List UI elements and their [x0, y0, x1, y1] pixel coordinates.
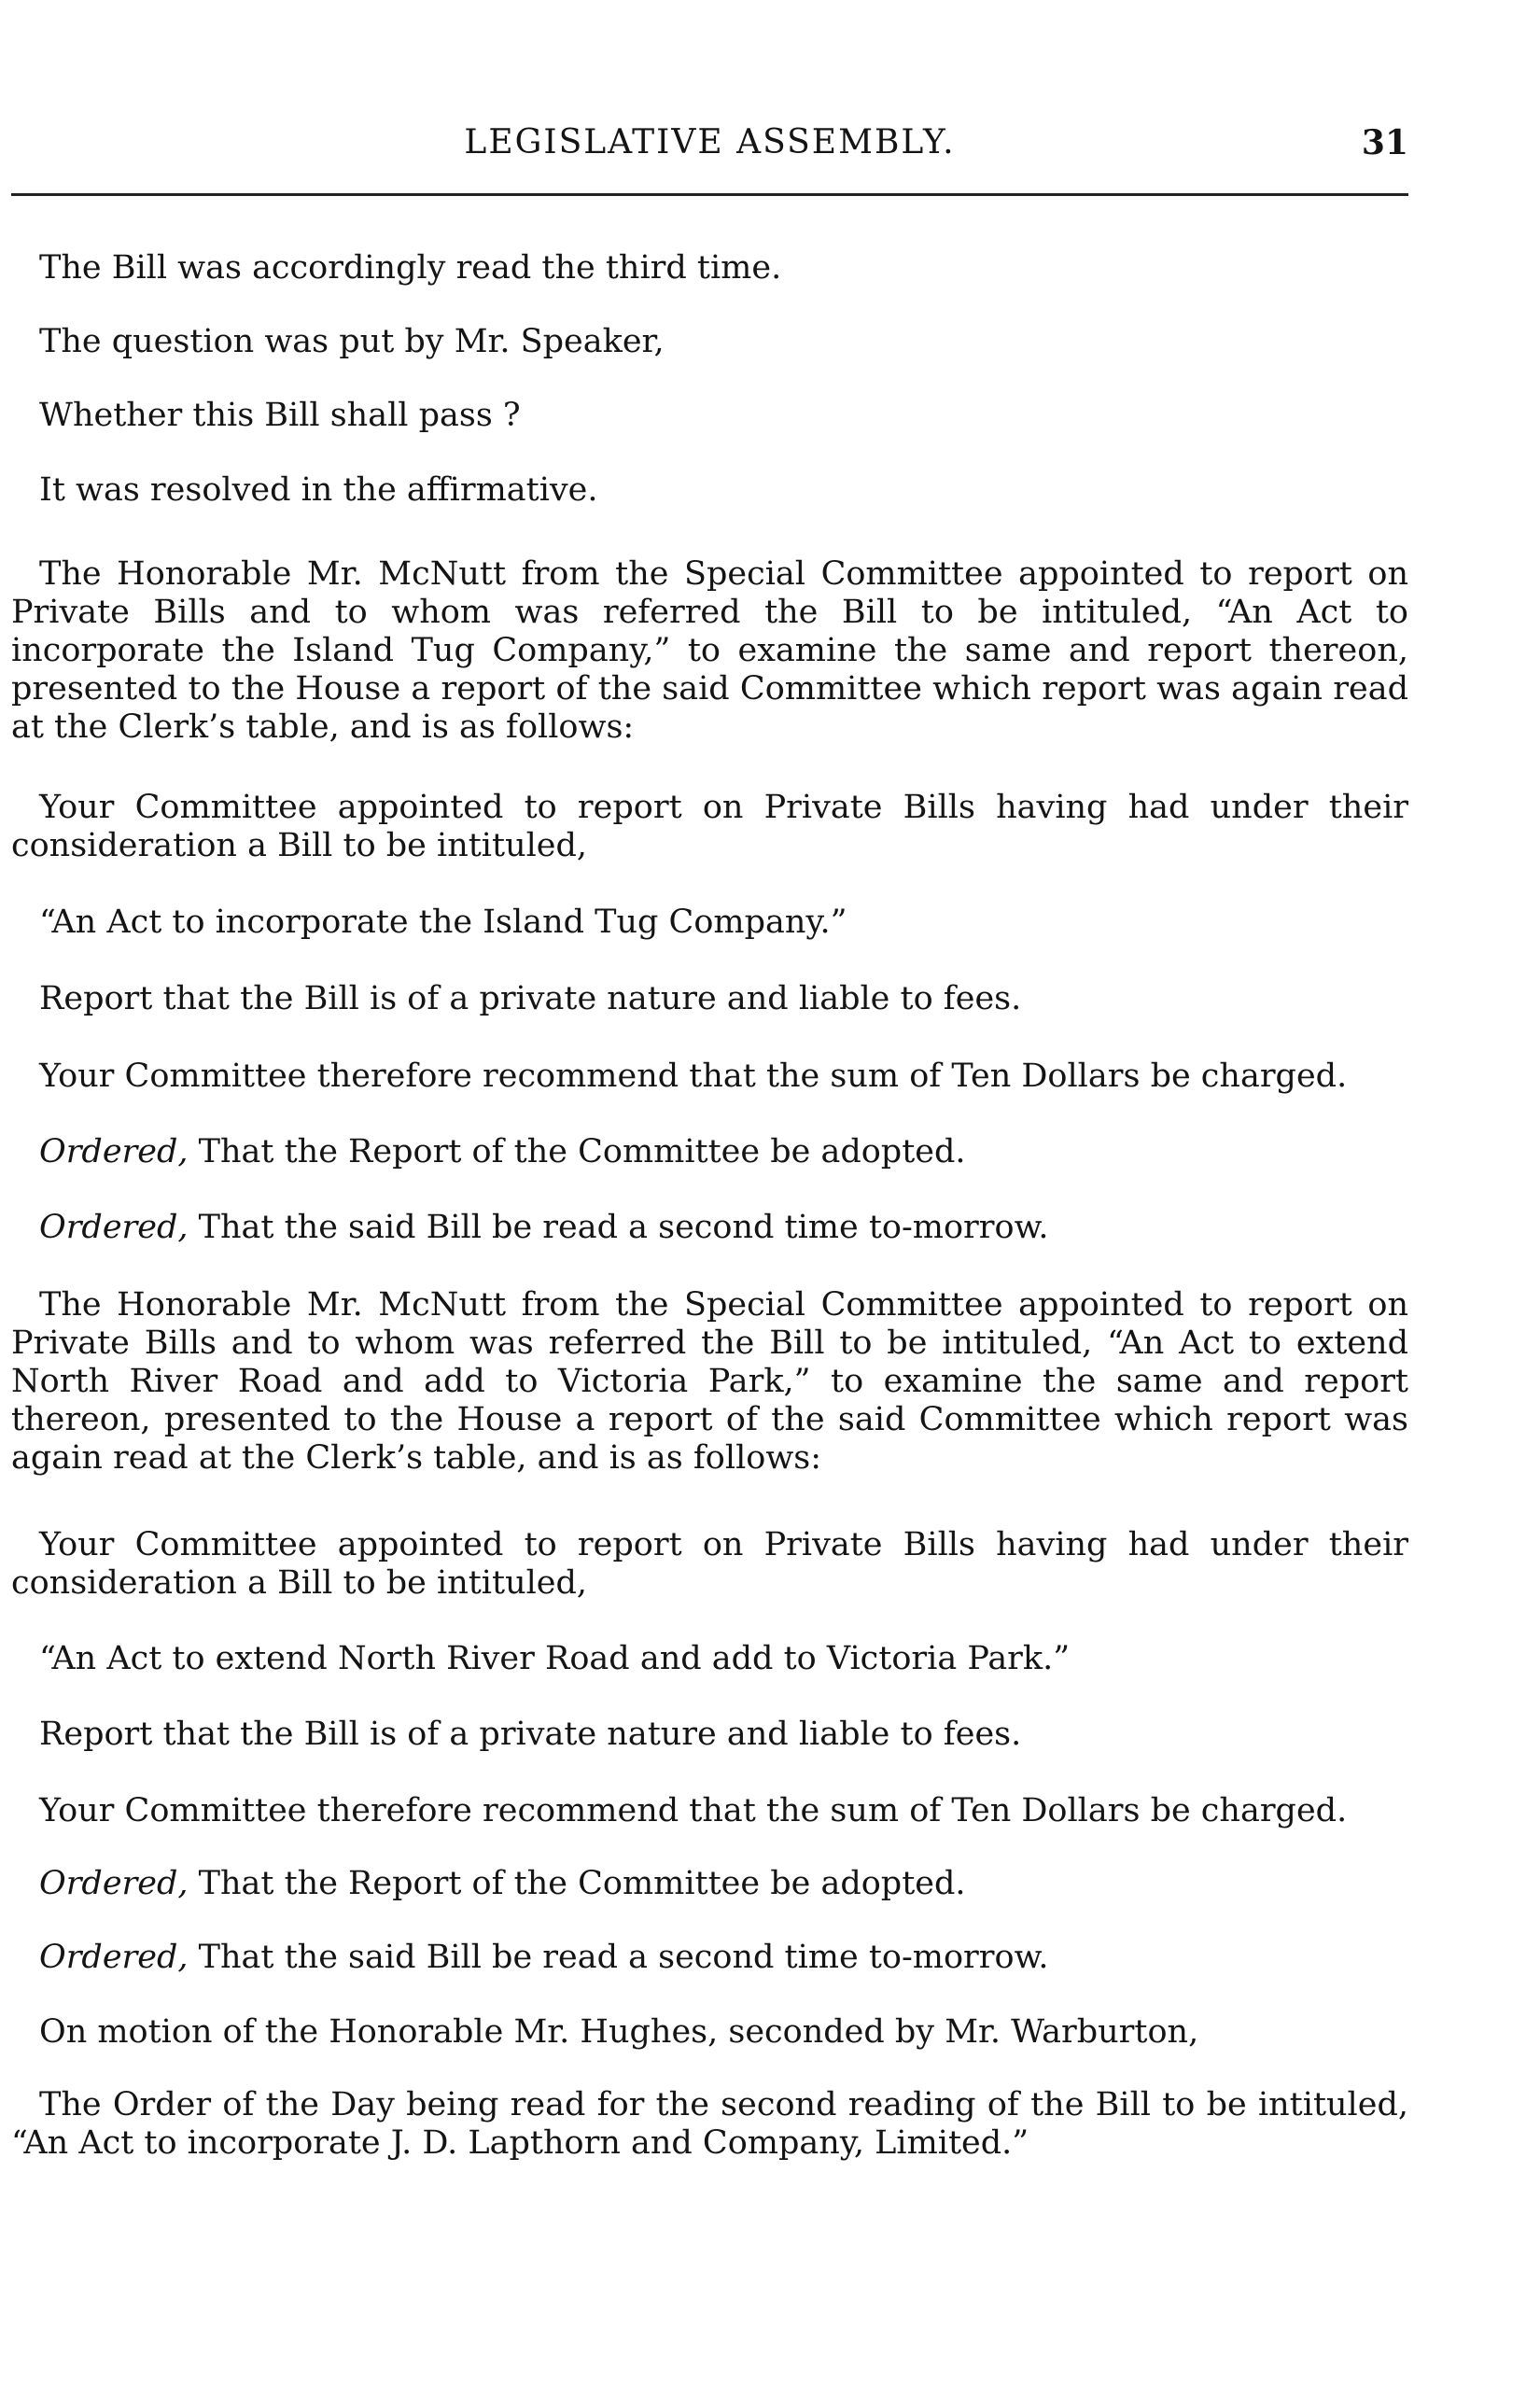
ordered-text: That the Report of the Committee be adopted.	[198, 1865, 966, 1902]
ordered-text: That the Report of the Committee be adopted.	[198, 1133, 966, 1170]
ordered-label: Ordered,	[39, 1133, 189, 1170]
ordered-label: Ordered,	[39, 1209, 189, 1246]
paragraph: Your Committee therefore recommend that the sum of Ten Dollars be charged.	[39, 1058, 1348, 1095]
ordered-paragraph	[11, 1865, 1408, 1903]
paragraph: “An Act to extend North River Road and add to Victoria Park.”	[39, 1640, 1071, 1677]
paragraph: “An Act to incorporate the Island Tug Company.”	[39, 904, 847, 941]
ordered-paragraph	[11, 1133, 1408, 1171]
ordered-paragraph	[11, 1209, 1408, 1247]
paragraph: The Bill was accordingly read the third time.	[39, 249, 782, 287]
paragraph: It was resolved in the affirmative.	[39, 471, 598, 509]
paragraph: Your Committee appointed to report on Private Bills having had under their consideration a Bill to be intituled,	[11, 1526, 1408, 1602]
paragraph: Report that the Bill is of a private nature and liable to fees.	[39, 980, 1022, 1017]
paragraph: Your Committee therefore recommend that the sum of Ten Dollars be charged.	[39, 1792, 1348, 1829]
paragraph: The question was put by Mr. Speaker,	[39, 323, 665, 360]
ordered-text: That the said Bill be read a second time to-morrow.	[198, 1209, 1049, 1246]
running-title: LEGISLATIVE ASSEMBLY.	[464, 123, 956, 161]
paragraph: Your Committee appointed to report on Private Bills having had under their consideration a Bill to be intituled,	[11, 789, 1408, 864]
ordered-text: That the said Bill be read a second time to-morrow.	[198, 1939, 1049, 1976]
ordered-label: Ordered,	[39, 1865, 189, 1902]
paragraph: On motion of the Honorable Mr. Hughes, seconded by Mr. Warburton,	[39, 2013, 1199, 2051]
page-header	[11, 123, 1408, 172]
paragraph: The Honorable Mr. McNutt from the Special Committee appointed to report on Private Bills and to whom was referred the Bill to be intituled, “An Act to incorporate the Island Tug Company,” to examine the same and report thereon, presented to the House a report of the said Committee which report was again read at the Clerk’s table, and is as follows:	[11, 555, 1408, 746]
paragraph: Whether this Bill shall pass ?	[39, 397, 521, 434]
paragraph: Report that the Bill is of a private nature and liable to fees.	[39, 1716, 1022, 1753]
header-rule	[11, 193, 1408, 196]
paragraph: The Order of the Day being read for the second reading of the Bill to be intituled, “An Act to incorporate J. D. Lapthorn and Company, Limited.”	[11, 2086, 1408, 2162]
ordered-paragraph	[11, 1939, 1408, 1977]
ordered-label: Ordered,	[39, 1939, 189, 1976]
paragraph: The Honorable Mr. McNutt from the Special Committee appointed to report on Private Bills and to whom was referred the Bill to be intituled, “An Act to extend North River Road and add to Victoria Park,” to examine the same and report thereon, presented to the House a report of the said Committee which report was again read at the Clerk’s table, and is as follows:	[11, 1286, 1408, 1477]
page-number: 31	[1361, 123, 1408, 162]
